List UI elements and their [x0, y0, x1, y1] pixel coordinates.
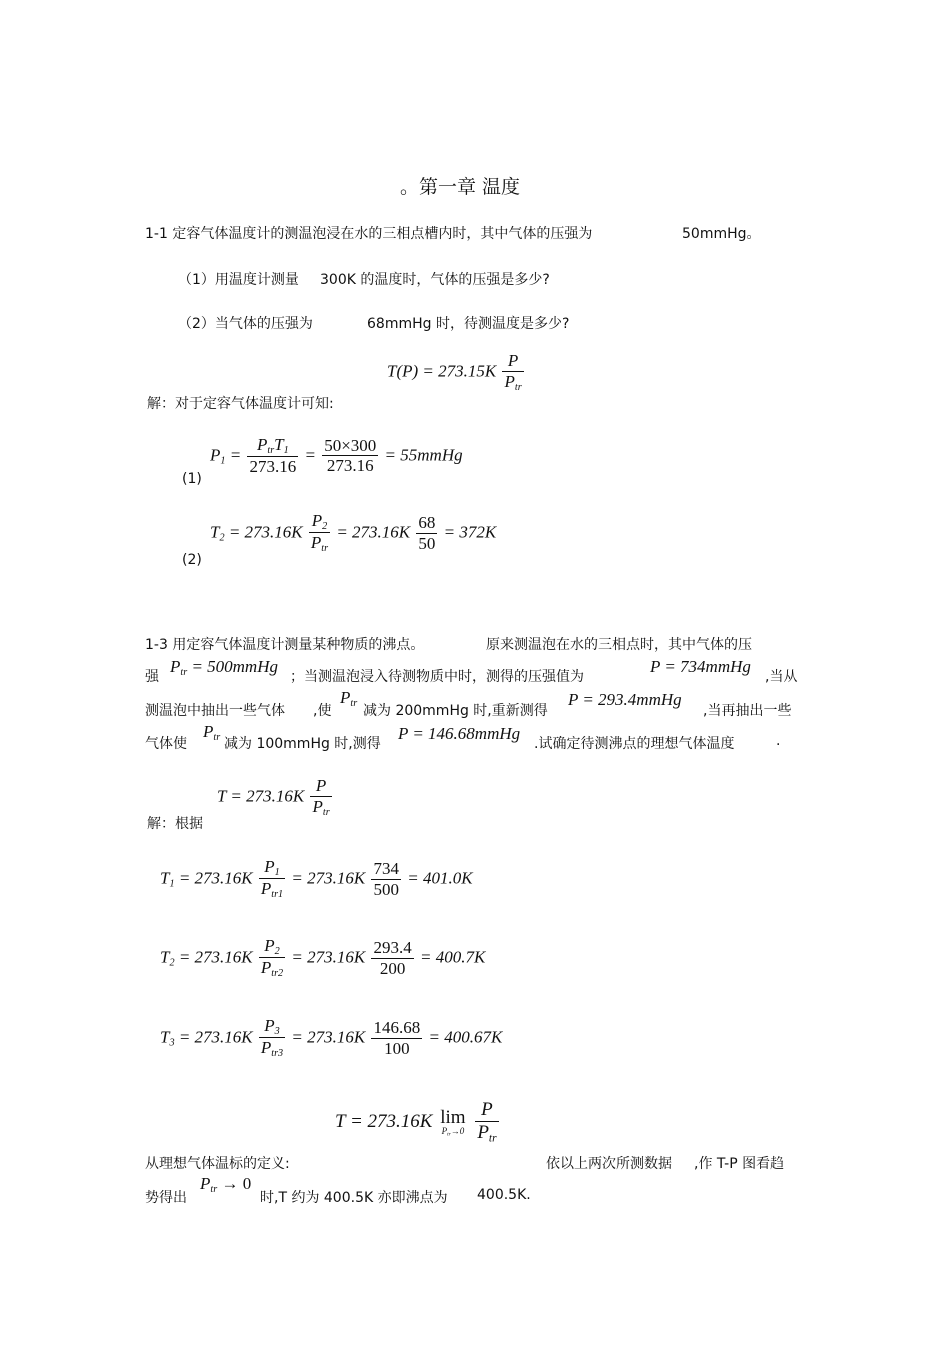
problem-1-3-line1b: 原来测温泡在水的三相点时，其中气体的压	[486, 637, 752, 653]
problem-1-3-line3d: ,当再抽出一些	[703, 703, 792, 719]
conclusion-boiling-point: 400.5K.	[477, 1187, 531, 1203]
question-2-label: （2）当气体的压强为	[178, 316, 313, 332]
equation-t2: $T_2 = 273.16K$ $P_2$ $P_{tr2}$ = 273.16K $\frac{293.4}{200}$ = 400.7K	[160, 936, 486, 980]
problem-1-3-line2a: 强	[145, 669, 159, 685]
question-1-label: （1）用温度计测量	[178, 272, 299, 288]
problem-1-3-line4d: .	[776, 733, 781, 749]
problem-1-3-line4c: .试确定待测沸点的理想气体温度	[534, 736, 735, 752]
math-ptr-to-zero: $P_{tr} \to 0$	[200, 1174, 252, 1196]
problem-1-3-line1a: 1-3 用定容气体温度计测量某种物质的沸点。	[145, 637, 425, 653]
equation-t1: $T_1 = 273.16K$ $P_1$ $P_{tr1}$ = 273.16K $\frac{734}{500}$ = 401.0K	[160, 857, 473, 901]
definition-text-c: ,作 T-P 图看趋	[694, 1156, 785, 1172]
math-ptr-500: $P_{tr}$ = 500mmHg	[170, 657, 278, 679]
definition-text-b: 依以上两次所测数据	[546, 1156, 672, 1172]
problem-1-3-line2b: ；当测温泡浸入待测物质中时，测得的压强值为	[290, 669, 584, 685]
solution-1-3-label: 解：根据	[147, 816, 203, 832]
equation-2: $T_2 = 273.16K$ $P_2$ $P_{tr}$ = 273.16K $\frac{68}{50}$ = 372K	[210, 511, 497, 555]
equation-2-label: (2)	[182, 552, 202, 568]
problem-1-3-line3c: 减为 200mmHg 时,重新测得	[363, 703, 548, 719]
page-title: 。第一章 温度	[400, 176, 521, 198]
equation-1-label: (1)	[182, 471, 202, 487]
problem-1-3-line2c: ,当从	[765, 669, 798, 685]
formula-numerator: P	[502, 352, 523, 372]
formula-temperature-definition	[387, 352, 526, 393]
conclusion-text-a: 势得出	[145, 1190, 187, 1206]
math-ptr-a: $P_{tr}$	[340, 688, 358, 710]
formula-ideal-gas-limit: T = 273.16K lim $P_{tr}\to 0$ P $P_{tr}$	[335, 1099, 497, 1145]
math-ptr-b: $P_{tr}$	[203, 722, 221, 744]
definition-text-a: 从理想气体温标的定义:	[145, 1156, 290, 1172]
problem-1-3-line4b: 减为 100mmHg 时,测得	[224, 736, 381, 752]
problem-1-3-line3a: 测温泡中抽出一些气体	[145, 703, 285, 719]
math-p-293: P = 293.4mmHg	[568, 690, 682, 709]
problem-1-1-pressure: 50mmHg。	[682, 226, 761, 242]
equation-1: $P_1$ = $P_{tr}T_1$ 273.16 = $\frac{50\times 300}{273.16}$ = 55mmHg	[210, 435, 463, 477]
equation-t3: $T_3 = 273.16K$ $P_3$ $P_{tr3}$ = 273.16K $\frac{146.68}{100}$ = 400.67K	[160, 1016, 503, 1060]
problem-1-3-line3b: ,使	[313, 703, 332, 719]
question-1-text: 300K 的温度时，气体的压强是多少?	[320, 272, 550, 288]
math-p-734: P = 734mmHg	[650, 657, 751, 676]
formula-1-3-definition: T = 273.16K P $P_{tr}$	[217, 776, 330, 818]
formula-lhs: T(P) = 273.15K	[387, 361, 497, 381]
conclusion-text-b: 时,T 约为 400.5K 亦即沸点为	[260, 1190, 448, 1206]
math-p-146: P = 146.68mmHg	[398, 724, 521, 743]
formula-denominator: P	[504, 371, 515, 391]
question-2-text: 68mmHg 时，待测温度是多少?	[367, 316, 570, 332]
solution-1-1-label: 解：对于定容气体温度计可知:	[147, 396, 334, 412]
problem-1-1-text: 1-1 定容气体温度计的测温泡浸在水的三相点槽内时，其中气体的压强为	[145, 226, 593, 242]
formula-denominator-sub: tr	[514, 381, 522, 393]
problem-1-3-line4a: 气体使	[145, 736, 187, 752]
